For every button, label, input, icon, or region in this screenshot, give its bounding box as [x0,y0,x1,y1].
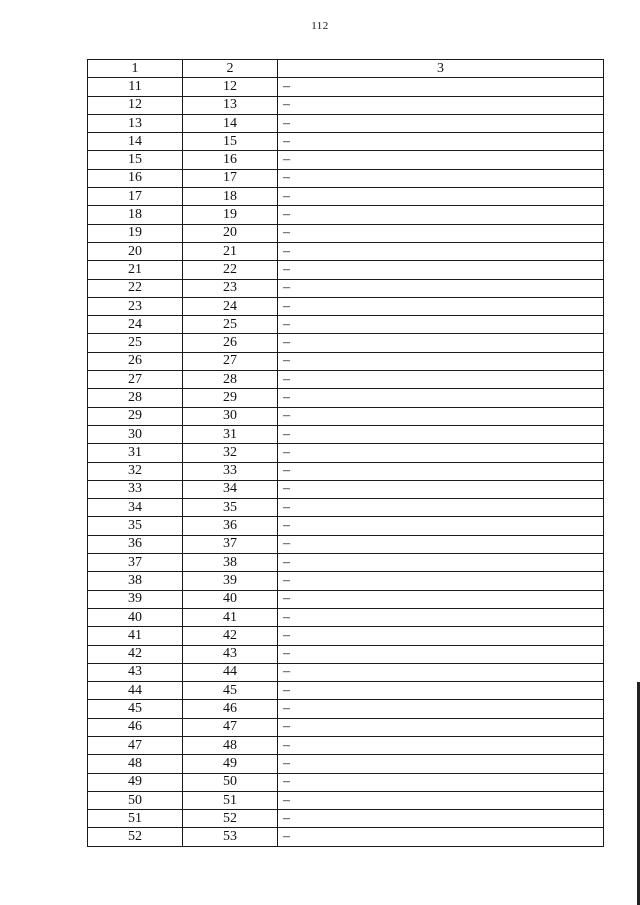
table-row [88,791,604,809]
table-row [88,352,604,370]
table-cell-col3: – [278,169,604,187]
table-cell-col3: – [278,96,604,114]
table-cell-col2: 12 [183,78,278,96]
table-row [88,608,604,626]
table-cell-col2: 25 [183,316,278,334]
table-cell-col3: – [278,663,604,681]
table-cell-col3: – [278,828,604,846]
table-cell-col1: 20 [88,242,183,260]
table-cell-col3: – [278,480,604,498]
table-cell-col1: 35 [88,517,183,535]
page-number: 112 [311,20,329,32]
table-cell-col2: 39 [183,572,278,590]
table-cell-col2: 46 [183,700,278,718]
table-row [88,718,604,736]
table-cell-col3: – [278,462,604,480]
table-row [88,736,604,754]
table-row [88,133,604,151]
table-row [88,425,604,443]
table-cell-col1: 37 [88,554,183,572]
table-row [88,517,604,535]
table-row [88,700,604,718]
table-cell-col1: 14 [88,133,183,151]
table-cell-col1: 22 [88,279,183,297]
table-row [88,627,604,645]
table-cell-col1: 11 [88,78,183,96]
table-cell-col1: 26 [88,352,183,370]
table-cell-col1: 45 [88,700,183,718]
table-cell-col3: – [278,316,604,334]
table-row [88,114,604,132]
table-row [88,462,604,480]
table-cell-col3: – [278,133,604,151]
table-cell-col3: – [278,682,604,700]
table-cell-col3: – [278,224,604,242]
table-cell-col1: 49 [88,773,183,791]
table-row [88,444,604,462]
table-cell-col1: 50 [88,791,183,809]
table-cell-col2: 53 [183,828,278,846]
table-cell-col1: 27 [88,371,183,389]
table-cell-col1: 40 [88,608,183,626]
table-cell-col2: 20 [183,224,278,242]
table-cell-col2: 17 [183,169,278,187]
table-cell-col2: 51 [183,791,278,809]
table-container [87,59,603,847]
table-cell-col1: 38 [88,572,183,590]
table-cell-col2: 15 [183,133,278,151]
table-cell-col1: 29 [88,407,183,425]
table-cell-col3: – [278,297,604,315]
table-cell-col2: 50 [183,773,278,791]
table-cell-col3: – [278,608,604,626]
table-cell-col3: – [278,261,604,279]
table-row [88,773,604,791]
table-cell-col3: – [278,554,604,572]
table-cell-col3: – [278,755,604,773]
table-cell-col2: 43 [183,645,278,663]
table-row [88,151,604,169]
table-cell-col3: – [278,773,604,791]
table-cell-col3: – [278,810,604,828]
table-body [88,78,604,846]
table-cell-col1: 24 [88,316,183,334]
table-cell-col2: 44 [183,663,278,681]
table-cell-col3: – [278,78,604,96]
table-row [88,389,604,407]
table-cell-col2: 29 [183,389,278,407]
table-cell-col2: 14 [183,114,278,132]
table-cell-col3: – [278,206,604,224]
table-cell-col2: 33 [183,462,278,480]
table-cell-col2: 47 [183,718,278,736]
table-row [88,554,604,572]
table-cell-col2: 13 [183,96,278,114]
table-cell-col2: 37 [183,535,278,553]
table-cell-col2: 36 [183,517,278,535]
column-header-2: 2 [183,60,278,78]
table-cell-col1: 39 [88,590,183,608]
table-cell-col1: 23 [88,297,183,315]
table-cell-col2: 34 [183,480,278,498]
table-cell-col3: – [278,352,604,370]
table-cell-col2: 48 [183,736,278,754]
table-cell-col1: 47 [88,736,183,754]
table-cell-col1: 19 [88,224,183,242]
table-row [88,535,604,553]
table-cell-col3: – [278,334,604,352]
table-row [88,96,604,114]
table-row [88,645,604,663]
table-cell-col3: – [278,736,604,754]
table-cell-col1: 36 [88,535,183,553]
table-cell-col1: 52 [88,828,183,846]
table-cell-col1: 16 [88,169,183,187]
table-cell-col1: 18 [88,206,183,224]
table-row [88,499,604,517]
table-cell-col3: – [278,242,604,260]
column-header-1: 1 [88,60,183,78]
table-row [88,334,604,352]
table-row [88,169,604,187]
table-row [88,663,604,681]
table-cell-col2: 31 [183,425,278,443]
table-cell-col3: – [278,718,604,736]
table-row [88,572,604,590]
table-cell-col2: 38 [183,554,278,572]
table-row [88,371,604,389]
table-cell-col3: – [278,517,604,535]
table-cell-col3: – [278,590,604,608]
table-cell-col2: 19 [183,206,278,224]
table-cell-col3: – [278,188,604,206]
table-cell-col1: 13 [88,114,183,132]
table-cell-col2: 18 [183,188,278,206]
table-cell-col3: – [278,627,604,645]
table-cell-col1: 12 [88,96,183,114]
table-row [88,279,604,297]
table-header-row [88,60,604,78]
table-row [88,682,604,700]
table-cell-col2: 22 [183,261,278,279]
table-cell-col2: 42 [183,627,278,645]
table-cell-col3: – [278,499,604,517]
table-cell-col1: 48 [88,755,183,773]
table-cell-col2: 49 [183,755,278,773]
table-cell-col2: 23 [183,279,278,297]
table-cell-col2: 27 [183,352,278,370]
table-cell-col3: – [278,700,604,718]
table-cell-col3: – [278,425,604,443]
table-cell-col2: 21 [183,242,278,260]
table-row [88,810,604,828]
table-row [88,188,604,206]
table-cell-col3: – [278,151,604,169]
table-cell-col1: 43 [88,663,183,681]
table-cell-col2: 32 [183,444,278,462]
table-cell-col1: 25 [88,334,183,352]
table-cell-col1: 44 [88,682,183,700]
table-cell-col1: 15 [88,151,183,169]
table-cell-col3: – [278,371,604,389]
column-header-3: 3 [278,60,604,78]
table-row [88,480,604,498]
table-cell-col1: 34 [88,499,183,517]
table-cell-col2: 45 [183,682,278,700]
table-row [88,828,604,846]
table-cell-col2: 40 [183,590,278,608]
table-row [88,224,604,242]
table-row [88,261,604,279]
table-cell-col2: 28 [183,371,278,389]
table-cell-col2: 26 [183,334,278,352]
table-cell-col2: 35 [183,499,278,517]
table-row [88,206,604,224]
table-cell-col3: – [278,645,604,663]
table-cell-col2: 30 [183,407,278,425]
table-cell-col3: – [278,114,604,132]
table-cell-col1: 51 [88,810,183,828]
table-cell-col1: 31 [88,444,183,462]
table-cell-col1: 28 [88,389,183,407]
table-cell-col1: 30 [88,425,183,443]
table-row [88,755,604,773]
table-row [88,297,604,315]
table-cell-col3: – [278,389,604,407]
table-row [88,590,604,608]
table-cell-col1: 17 [88,188,183,206]
table-cell-col3: – [278,791,604,809]
table-cell-col3: – [278,279,604,297]
table-cell-col1: 41 [88,627,183,645]
table-cell-col2: 24 [183,297,278,315]
table-row [88,78,604,96]
table-row [88,242,604,260]
table-cell-col1: 21 [88,261,183,279]
table-cell-col3: – [278,407,604,425]
table-cell-col1: 33 [88,480,183,498]
table-cell-col1: 42 [88,645,183,663]
table-cell-col2: 41 [183,608,278,626]
table-cell-col2: 16 [183,151,278,169]
table-cell-col1: 32 [88,462,183,480]
table-cell-col1: 46 [88,718,183,736]
table-cell-col3: – [278,444,604,462]
table-row [88,407,604,425]
table-cell-col3: – [278,572,604,590]
data-table [87,59,604,847]
table-row [88,316,604,334]
table-cell-col2: 52 [183,810,278,828]
table-cell-col3: – [278,535,604,553]
